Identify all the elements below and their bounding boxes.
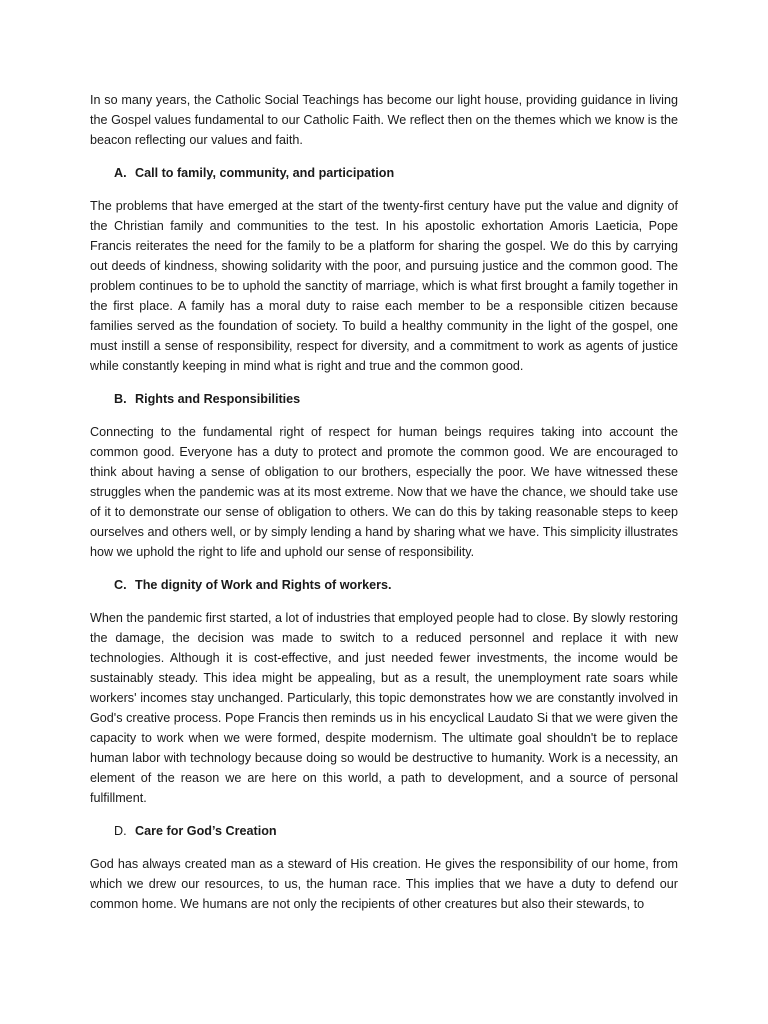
section-a-letter: A. (114, 166, 127, 180)
section-d-heading (90, 821, 678, 841)
document-page (90, 90, 678, 927)
section-b-letter: B. (114, 392, 127, 406)
section-d-body: God has always created man as a steward of His creation. He gives the responsibility of our home, from which we drew our resources, to us, the human race. This implies that we have a duty to defend our common home. We humans are not only the recipients of other creatures but also their stewards, to (90, 857, 678, 911)
section-b-title: Rights and Responsibilities (135, 392, 301, 406)
section-a-heading (90, 163, 678, 183)
section-d-letter: D. (114, 824, 127, 838)
section-c-body: When the pandemic first started, a lot of industries that employed people had to close. By slowly restoring the damage, the decision was made to switch to a reduced personnel and replace it with new technologies. Although it is cost-effective, and just needed fewer investments, the income would be sustainably steady. This idea might be appealing, but as a result, the unemployment rate soars while workers' incomes stay unchanged. Particularly, this topic demonstrates how we are constantly involved in God's creative process. Pope Francis then reminds us in his encyclical Laudato Si that we were given the capacity to work when we were formed, despite modernism. The ultimate goal shouldn't be to replace human labor with technology because doing so would be destructive to humanity. Work is a necessity, an element of the reason we are here on this world, a path to development, and a source of personal fulfillment. (90, 611, 678, 805)
section-d-title: Care for God’s Creation (135, 824, 277, 838)
section-a-body: The problems that have emerged at the start of the twenty-first century have put the value and dignity of the Christian family and communities to the test. In his apostolic exhortation Amoris Laeticia, Pope Francis reiterates the need for the family to be a platform for sharing the gospel. We do this by carrying out deeds of kindness, showing solidarity with the poor, and pursuing justice and the common good. The problem continues to be to uphold the sanctity of marriage, which is what first brought a family together in the first place. A family has a moral duty to raise each member to be a responsible citizen because families served as the foundation of society. To build a healthy community in the light of the gospel, one must instill a sense of responsibility, respect for diversity, and a commitment to work as agents of justice while constantly keeping in mind what is right and true and the common good. (90, 199, 678, 373)
section-b-body: Connecting to the fundamental right of respect for human beings requires taking into account the common good. Everyone has a duty to protect and promote the common good. We are encouraged to think about having a sense of obligation to our brothers, especially the poor. We have witnessed these struggles when the pandemic was at its most extreme. Now that we have the chance, we should take use of it to demonstrate our sense of obligation to others. We can do this by taking reasonable steps to keep ourselves and others well, or by simply lending a hand by sharing what we have. This simplicity illustrates how we uphold the right to life and uphold our sense of responsibility. (90, 425, 678, 559)
section-b-heading (90, 389, 678, 409)
section-c-letter: C. (114, 578, 127, 592)
intro-paragraph: In so many years, the Catholic Social Teachings has become our light house, providing guidance in living the Gospel values fundamental to our Catholic Faith. We reflect then on the themes which we know is the beacon reflecting our values and faith. (90, 93, 678, 147)
section-a-title: Call to family, community, and participation (135, 166, 395, 180)
section-c-heading (90, 575, 678, 595)
section-c-title: The dignity of Work and Rights of workers. (135, 578, 392, 592)
